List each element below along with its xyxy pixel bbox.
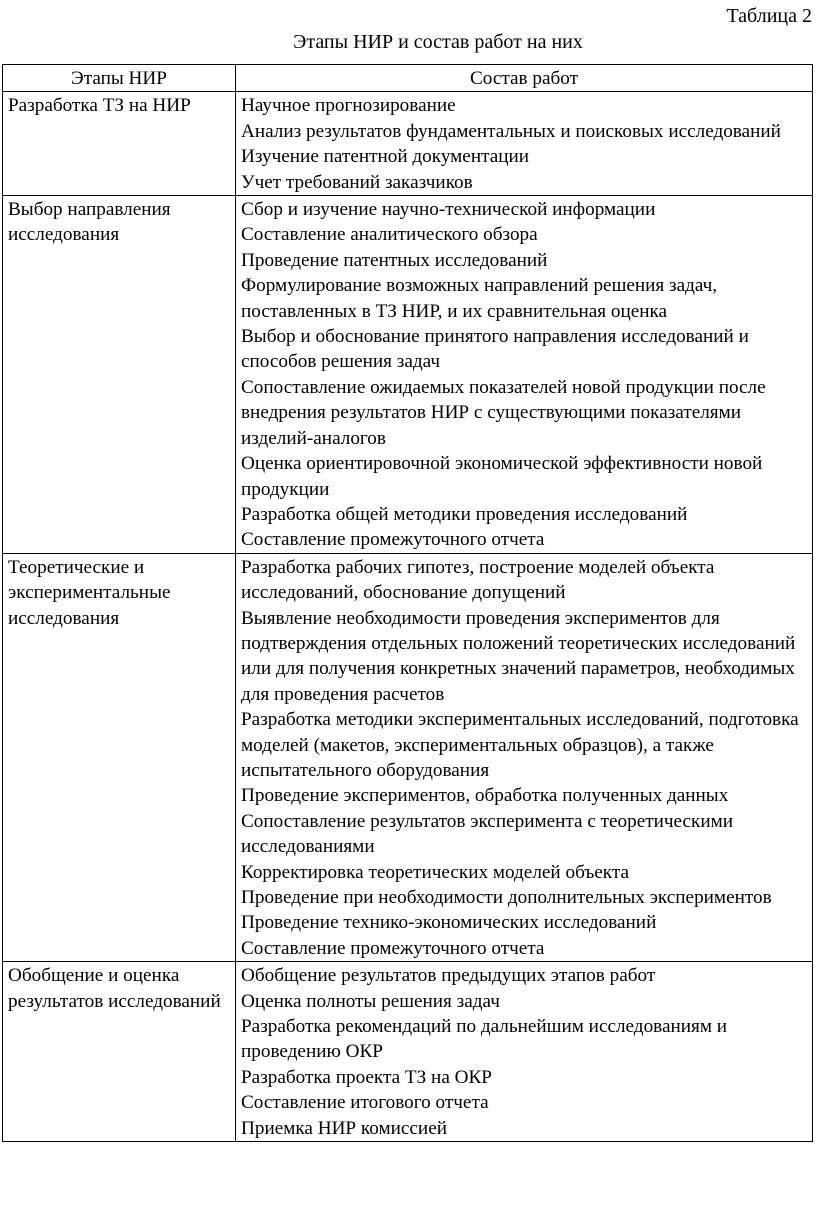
- work-item: Составление итогового отчета: [241, 1092, 489, 1114]
- work-item: Корректировка теоретических моделей объекта: [241, 861, 629, 883]
- table-row: [3, 553, 813, 962]
- table-title: Этапы НИР и состав работ на них: [293, 31, 583, 53]
- table-body: [3, 92, 813, 1142]
- work-item: Изучение патентной документации: [241, 146, 530, 168]
- work-item: Выбор и обоснование принятого направления исследований и способов решения задач: [241, 326, 749, 373]
- table-row: [3, 196, 813, 554]
- stage-cell: Обобщение и оценка результатов исследований: [3, 962, 236, 1142]
- work-item: Составление промежуточного отчета: [241, 937, 545, 959]
- work-item: Обобщение результатов предыдущих этапов работ: [241, 965, 656, 987]
- table-row: [3, 92, 813, 196]
- work-item: Разработка рабочих гипотез, построение моделей объекта исследований, обоснование допущений: [241, 556, 715, 604]
- work-item: Научное прогнозирование: [241, 95, 456, 117]
- work-item: Проведение технико-экономических исследований: [241, 912, 657, 934]
- header-works: Состав работ: [236, 65, 813, 92]
- works-cell: [236, 553, 813, 962]
- work-item: Составление промежуточного отчета: [241, 529, 545, 551]
- table-number-label: Таблица 2: [726, 5, 812, 27]
- work-item: Оценка полноты решения задач: [241, 990, 500, 1012]
- header-stages: Этапы НИР: [3, 65, 236, 92]
- work-item: Сопоставление ожидаемых показателей новой продукции после внедрения результатов НИР с существующими показателями изделий-аналогов: [241, 376, 766, 449]
- work-item: Сбор и изучение научно-технической информации: [241, 199, 656, 221]
- stage-cell: Выбор направления исследования: [3, 196, 236, 554]
- works-cell: [236, 962, 813, 1142]
- work-item: Проведение патентных исследований: [241, 249, 548, 271]
- work-item: Составление аналитического обзора: [241, 224, 538, 246]
- work-item: Оценка ориентировочной экономической эффективности новой продукции: [241, 453, 763, 500]
- table-header-row: [3, 65, 813, 92]
- stage-cell: Теоретические и экспериментальные исследования: [3, 553, 236, 962]
- work-item: Приемка НИР комиссией: [241, 1117, 447, 1139]
- work-item: Разработка рекомендаций по дальнейшим исследованиям и проведению ОКР: [241, 1016, 728, 1063]
- works-cell: [236, 92, 813, 196]
- work-item: Разработка общей методики проведения исследований: [241, 503, 688, 525]
- table-row: [3, 962, 813, 1142]
- work-item: Разработка методики экспериментальных исследований, подготовка моделей (макетов, экспериментальных образцов), а также испытательного оборудования: [241, 709, 799, 781]
- work-item: Проведение при необходимости дополнительных экспериментов: [241, 887, 772, 908]
- work-item: Разработка проекта ТЗ на ОКР: [241, 1066, 492, 1088]
- work-item: Выявление необходимости проведения экспериментов для подтверждения отдельных положений теоретических исследований или для получения конкретных значений параметров, необходимых для проведения расчетов: [241, 607, 796, 705]
- work-item: Анализ результатов фундаментальных и поисковых исследований: [241, 120, 781, 142]
- work-item: Формулирование возможных направлений решения задач, поставленных в ТЗ НИР, и их сравнительная оценка: [241, 275, 718, 322]
- stages-table: [2, 64, 813, 1142]
- works-cell: [236, 196, 813, 554]
- stage-cell: Разработка ТЗ на НИР: [3, 92, 236, 196]
- work-item: Проведение экспериментов, обработка полученных данных: [241, 785, 729, 807]
- work-item: Учет требований заказчиков: [241, 171, 473, 193]
- work-item: Сопоставление результатов эксперимента с теоретическими исследованиями: [241, 810, 734, 858]
